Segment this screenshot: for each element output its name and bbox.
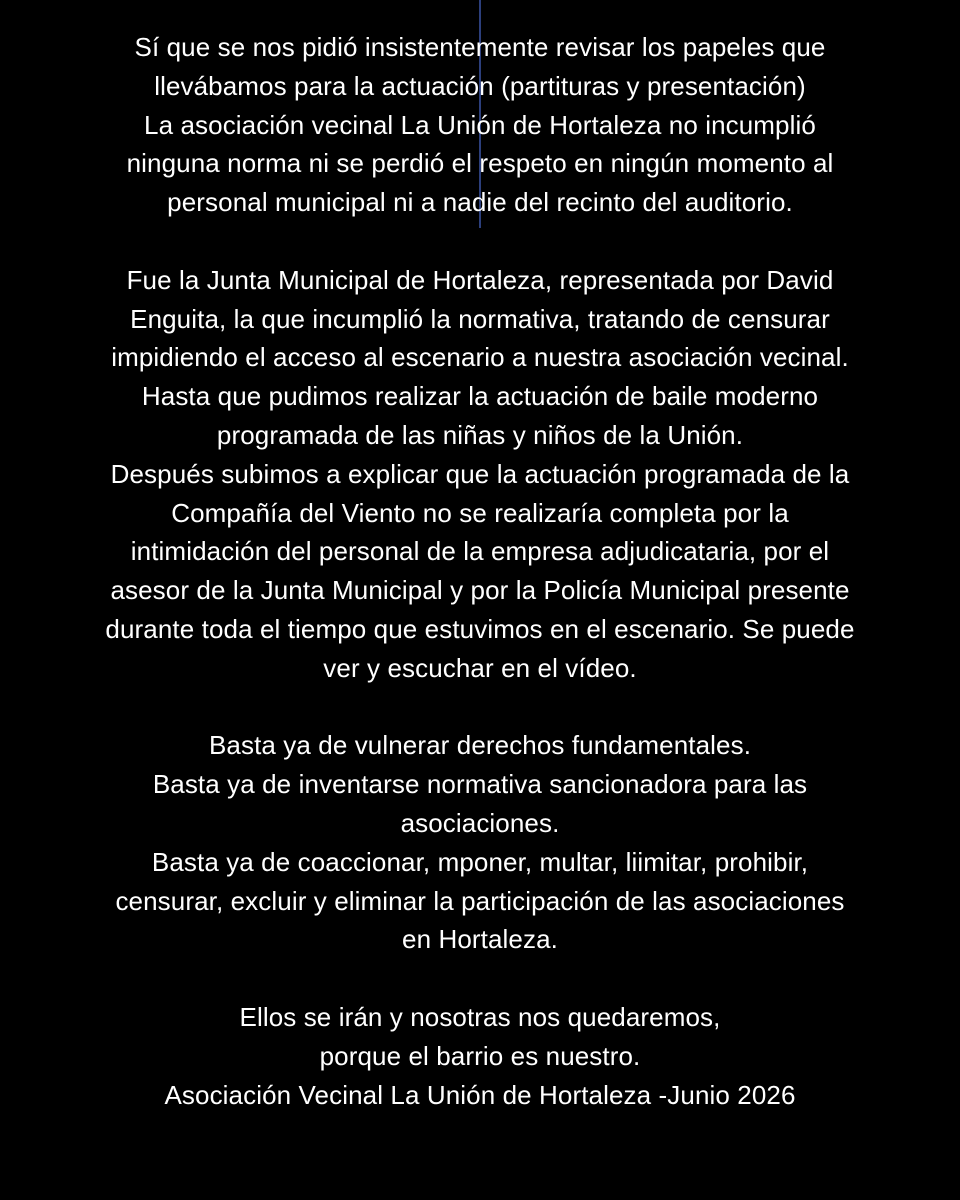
text-line: programada de las niñas y niños de la Unión. bbox=[216, 419, 744, 450]
paragraph-1 bbox=[20, 28, 940, 222]
paragraph-spacer bbox=[20, 222, 940, 261]
text-line: personal municipal ni a nadie del recinto del auditorio. bbox=[167, 187, 793, 218]
text-line: asesor de la Junta Municipal y por la Policía Municipal presente bbox=[110, 575, 850, 606]
text-line: porque el barrio es nuestro. bbox=[319, 1040, 641, 1071]
text-line: Fue la Junta Municipal de Hortaleza, representada por David bbox=[126, 264, 834, 295]
text-line: impidiendo el acceso al escenario a nuestra asociación vecinal. bbox=[111, 342, 849, 373]
text-line: Basta ya de vulnerar derechos fundamentales. bbox=[208, 730, 752, 761]
text-line: ver y escuchar en el vídeo. bbox=[323, 652, 637, 683]
statement-text bbox=[20, 28, 940, 1114]
text-line: Basta ya de inventarse normativa sancionadora para las bbox=[152, 769, 808, 800]
text-line: Hasta que pudimos realizar la actuación de baile moderno bbox=[141, 381, 819, 412]
text-line: Ellos se irán y nosotras nos quedaremos, bbox=[239, 1001, 721, 1032]
paragraph-spacer bbox=[20, 959, 940, 998]
closing-paragraph bbox=[20, 998, 940, 1114]
text-line: asociaciones. bbox=[400, 807, 560, 838]
text-line: Después subimos a explicar que la actuación programada de la bbox=[110, 458, 850, 489]
text-line: ninguna norma ni se perdió el respeto en ningún momento al bbox=[126, 148, 834, 179]
text-line: Basta ya de coaccionar, mponer, multar, liimitar, prohibir, bbox=[151, 846, 809, 877]
text-line: Sí que se nos pidió insistentemente revisar los papeles que bbox=[134, 32, 826, 62]
text-line: Compañía del Viento no se realizaría completa por la bbox=[171, 497, 789, 528]
signature-line: Asociación Vecinal La Unión de Hortaleza -Junio 2026 bbox=[164, 1079, 796, 1110]
paragraph-2 bbox=[20, 261, 940, 688]
text-line: Enguita, la que incumplió la normativa, tratando de censurar bbox=[130, 303, 830, 334]
text-line: La asociación vecinal La Unión de Hortaleza no incumplió bbox=[144, 109, 816, 140]
text-line: llevábamos para la actuación (partituras y presentación) bbox=[154, 70, 806, 101]
text-line: censurar, excluir y eliminar la participación de las asociaciones bbox=[115, 885, 845, 916]
text-line: durante toda el tiempo que estuvimos en el escenario. Se puede bbox=[105, 613, 855, 644]
text-line: intimidación del personal de la empresa adjudicataria, por el bbox=[130, 536, 830, 567]
paragraph-spacer bbox=[20, 688, 940, 727]
text-line: en Hortaleza. bbox=[402, 924, 558, 955]
paragraph-3 bbox=[20, 726, 940, 959]
